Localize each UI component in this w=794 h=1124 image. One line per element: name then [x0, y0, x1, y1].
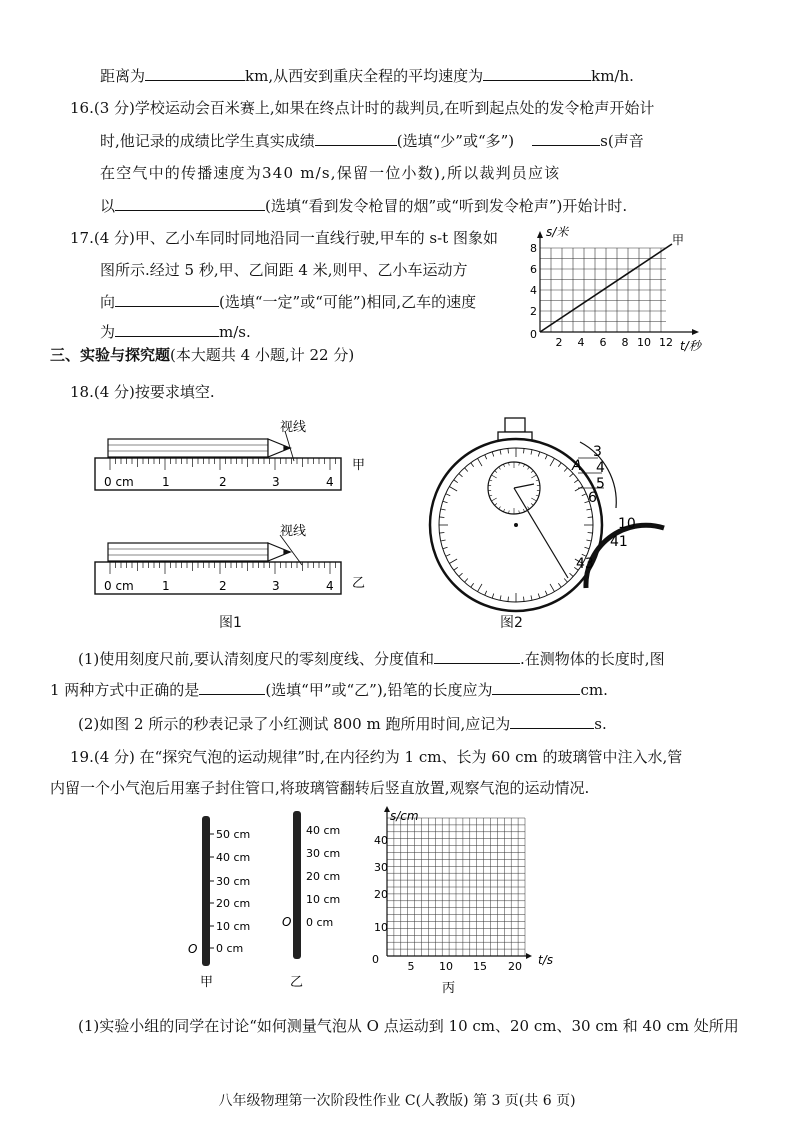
q15-blank-speed[interactable]: [483, 66, 591, 81]
q18-p3: [78, 714, 607, 734]
q17-ytick: 4: [530, 284, 537, 297]
q19-xtick: 5: [407, 960, 415, 973]
tube-b-origin: O: [282, 915, 292, 929]
q17-x-label: t/秒: [680, 339, 701, 353]
q19-xtick: 10: [439, 960, 453, 973]
q18-p2: [50, 680, 608, 700]
tube-b: [293, 811, 301, 959]
tick: [508, 597, 509, 602]
q19-line2: 内留一个小气泡后用塞子封住管口,将玻璃管翻转后竖直放置,观察气泡的运动情况.: [50, 779, 590, 797]
q17-blank-speed[interactable]: [115, 322, 219, 337]
q15-text-b: km,从西安到重庆全程的平均速度为: [245, 67, 484, 85]
q16-line4: [100, 196, 627, 216]
q19-y-label: s/cm: [390, 809, 419, 823]
q15-tail-line: [100, 66, 634, 86]
tube-b-mark: 0 cm: [306, 916, 334, 929]
tube-a-mark: 0 cm: [216, 942, 244, 955]
q17-blank-direction[interactable]: [115, 292, 219, 307]
ruler-b-num: 3: [272, 579, 280, 593]
q15-text-a: 距离为: [100, 67, 146, 85]
zoom-sec-num: 10: [618, 516, 636, 532]
q17-text-c: 为: [100, 323, 116, 341]
stopwatch-crown: [505, 418, 525, 432]
q15-blank-distance[interactable]: [145, 66, 245, 81]
tick: [439, 517, 444, 518]
q19-ytick: 30: [374, 861, 388, 874]
q18-blank-correct[interactable]: [199, 680, 265, 695]
q17-text-a: 向: [100, 293, 116, 311]
tube-a-mark: 40 cm: [216, 851, 251, 864]
q17-xtick: 12: [659, 336, 673, 349]
q17-xtick: 6: [599, 336, 607, 349]
q18-text-f: (2)如图 2 所示的秒表记录了小红测试 800 m 跑所用时间,应记为: [78, 715, 511, 733]
tube-a: [202, 816, 210, 966]
q18-fig1: [90, 415, 380, 635]
ruler-a-num: 1: [162, 475, 170, 489]
q16-line1: 16.(3 分)学校运动会百米赛上,如果在终点计时的裁判员,在听到起点处的发令枪声开始计: [70, 99, 655, 117]
tube-b-mark: 10 cm: [306, 893, 341, 906]
q17-line2: 图所示.经过 5 秒,甲、乙间距 4 米,则甲、乙小车运动方: [100, 261, 468, 279]
q19-p1: (1)实验小组的同学在讨论“如何测量气泡从 O 点运动到 10 cm、20 cm、30 cm 和 40 cm 处所用: [78, 1017, 739, 1035]
ruler-b-unit: 0 cm: [104, 579, 134, 593]
q16-blank-start[interactable]: [115, 196, 265, 211]
q18-text-b: .在测物体的长度时,图: [520, 650, 665, 668]
fig2-caption: 图2: [500, 615, 523, 631]
ruler-b-label: 乙: [352, 576, 366, 591]
ruler-a-num: 3: [272, 475, 280, 489]
sight-label-a: 视线: [280, 420, 307, 435]
tube-a-origin: O: [188, 942, 198, 956]
tick: [524, 448, 525, 453]
ruler-b-num: 4: [326, 579, 334, 593]
ruler-b-num: 1: [162, 579, 170, 593]
tube-a-mark: 10 cm: [216, 920, 251, 933]
q18-text-g: s.: [594, 715, 607, 733]
tick: [508, 448, 509, 453]
q18-intro: 18.(4 分)按要求填空.: [70, 383, 215, 401]
q17-y-label: s/米: [546, 225, 569, 239]
q19-xtick: 15: [473, 960, 487, 973]
q16-line3: 在空气中的传播速度为340 m/s,保留一位小数),所以裁判员应该: [100, 164, 561, 182]
q19-line1: 19.(4 分) 在“探究气泡的运动规律”时,在内径约为 1 cm、长为 60 cm 的玻璃管中注入水,管: [70, 748, 683, 766]
q19-figures: [180, 808, 553, 1003]
q18-p1: [78, 649, 665, 669]
section3-title: 三、实验与探究题: [50, 346, 171, 364]
q19-xtick: 20: [508, 960, 522, 973]
fig1-caption: 图1: [219, 615, 242, 631]
q17-origin: 0: [530, 328, 537, 341]
q16-text-c: s(声音: [600, 132, 644, 150]
zoom-sec-num: 41: [610, 534, 628, 550]
q17-xtick: 10: [637, 336, 651, 349]
q18-blank-length[interactable]: [492, 680, 580, 695]
q17-ytick: 2: [530, 305, 537, 318]
tick: [588, 517, 593, 518]
q16-blank-compare[interactable]: [315, 131, 397, 146]
q17-xtick: 8: [621, 336, 629, 349]
tube-b-mark: 30 cm: [306, 847, 341, 860]
q16-blank-seconds[interactable]: [532, 131, 600, 146]
q18-text-e: cm.: [580, 681, 608, 699]
q18-blank-range[interactable]: [434, 649, 520, 664]
q18-text-a: (1)使用刻度尺前,要认清刻度尺的零刻度线、分度值和: [78, 650, 435, 668]
tube-b-label: 乙: [290, 975, 304, 990]
page-footer: 八年级物理第一次阶段性作业 C(人教版) 第 3 页(共 6 页): [218, 1093, 576, 1109]
q19-x-label: t/s: [538, 953, 553, 967]
q18-blank-time[interactable]: [510, 714, 594, 729]
q16-text-b: (选填“少”或“多”): [396, 132, 515, 150]
tube-a-mark: 30 cm: [216, 875, 251, 888]
q18-text-c: 1 两种方式中正确的是: [50, 681, 200, 699]
q16-text-d: 以: [100, 197, 116, 215]
q15-text-c: km/h.: [591, 67, 634, 85]
tube-a-mark: 50 cm: [216, 828, 251, 841]
q19-grid-label: 丙: [442, 981, 456, 996]
pencil-b: [108, 543, 290, 561]
ruler-a: [95, 458, 341, 490]
q17-xtick: 2: [555, 336, 563, 349]
tick: [588, 533, 593, 534]
tube-b-mark: 40 cm: [306, 824, 341, 837]
q16-text-a: 时,他记录的成绩比学生真实成绩: [100, 132, 315, 150]
q17-ytick: 6: [530, 263, 537, 276]
ruler-a-num: 2: [219, 475, 227, 489]
q19-ytick: 10: [374, 921, 388, 934]
q17-line4: [100, 322, 251, 342]
sight-label-b: 视线: [280, 524, 307, 539]
q17-xtick: 4: [577, 336, 585, 349]
q17-line1: 17.(4 分)甲、乙小车同时同地沿同一直线行驶,甲车的 s-t 图象如: [70, 229, 498, 247]
q19-grid: [387, 818, 525, 956]
q18-fig2-stopwatch: [428, 418, 678, 618]
tick: [524, 597, 525, 602]
q16-line2: [100, 131, 644, 151]
q17-text-b: (选填“一定”或“可能”)相同,乙车的速度: [219, 293, 477, 311]
ruler-a-unit: 0 cm: [104, 475, 134, 489]
q17-x-arrow: [692, 329, 699, 335]
zoom-min-num: 6: [588, 490, 597, 506]
q17-ytick: 8: [530, 242, 537, 255]
ruler-a-label: 甲: [352, 458, 366, 473]
zoom-sec-num: 43: [576, 556, 594, 572]
tick: [439, 533, 444, 534]
zoom-min-num: 3: [593, 444, 602, 460]
q19-ytick: 40: [374, 834, 388, 847]
q17-series-label: 甲: [672, 233, 685, 247]
tube-a-mark: 20 cm: [216, 897, 251, 910]
ruler-b: [95, 562, 341, 594]
q17-st-graph: [520, 222, 710, 354]
q17-text-d: m/s.: [219, 323, 251, 341]
q18-text-d: (选填“甲”或“乙”),铅笔的长度应为: [265, 681, 493, 699]
zoom-min-num: 5: [596, 476, 605, 492]
section3-note: (本大题共 4 小题,计 22 分): [170, 346, 355, 364]
ruler-b-num: 2: [219, 579, 227, 593]
q16-text-e: (选填“看到发令枪冒的烟”或“听到发令枪声”)开始计时.: [265, 197, 628, 215]
zoom-min-num: 4: [596, 460, 605, 476]
zoom-label-a: A: [572, 458, 582, 474]
q17-y-arrow: [537, 231, 543, 238]
q17-line3: [100, 292, 476, 312]
tube-b-mark: 20 cm: [306, 870, 341, 883]
q19-origin: 0: [372, 953, 379, 966]
section3-header: [50, 345, 354, 365]
q19-ytick: 20: [374, 888, 388, 901]
pencil-a: [108, 439, 290, 457]
tube-a-label: 甲: [200, 975, 214, 990]
ruler-a-num: 4: [326, 475, 334, 489]
